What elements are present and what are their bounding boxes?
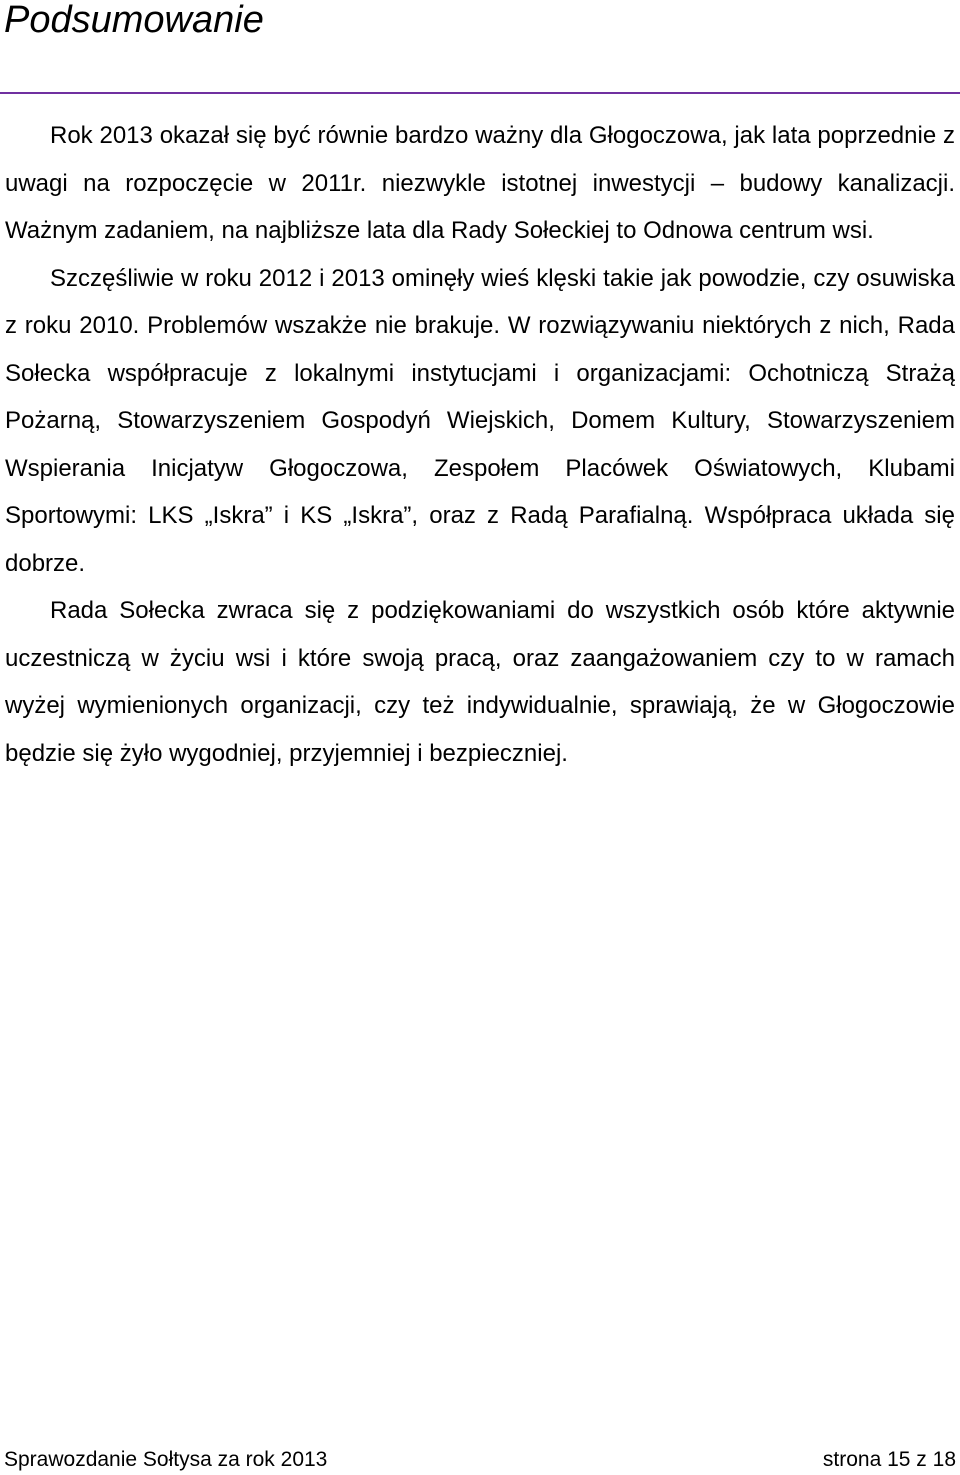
paragraph-thanks: Rada Sołecka zwraca się z podziękowaniami do wszystkich osób które aktywnie uczestniczą w życiu wsi i które swoją pracą, oraz zaangażowaniem czy to w ramach wyżej wymienionych organizacji, czy też indywidualnie, sprawiają, że w Głogoczowie będzie się żyło wygodniej, przyjemniej i bezpieczniej. bbox=[5, 597, 955, 767]
footer-report-title: Sprawozdanie Sołtysa za rok 2013 bbox=[4, 1448, 328, 1471]
paragraph-cooperation: Szczęśliwie w roku 2012 i 2013 ominęły wieś klęski takie jak powodzie, czy osuwiska z roku 2010. Problemów wszakże nie brakuje. W rozwiązywaniu niektórych z nich, Rada Sołecka współpracuje z lokalnymi instytucjami i organizacjami: Ochotniczą Strażą Pożarną, Stowarzyszeniem Gospodyń Wiejskich, Domem Kultury, Stowarzyszeniem Wspierania Inicjatyw Głogoczowa, Zespołem Placówek Oświatowych, Klubami Sportowymi: LKS „Iskra” i KS „Iskra”, oraz z Radą Parafialną. Współpraca układa się dobrze. bbox=[5, 264, 955, 577]
paragraph-investment: Rok 2013 okazał się być równie bardzo ważny dla Głogoczowa, jak lata poprzednie z uwagi na rozpoczęcie w 2011r. niezwykle istotnej inwestycji – budowy kanalizacji. Ważnym zadaniem, na najbliższe lata dla Rady Sołeckiej to Odnowa centrum wsi. bbox=[5, 122, 955, 244]
page-title: Podsumowanie bbox=[4, 0, 264, 41]
page-footer bbox=[4, 1447, 956, 1473]
document-body bbox=[5, 112, 955, 777]
heading-divider bbox=[0, 92, 960, 94]
footer-page-number: strona 15 z 18 bbox=[822, 1448, 956, 1471]
